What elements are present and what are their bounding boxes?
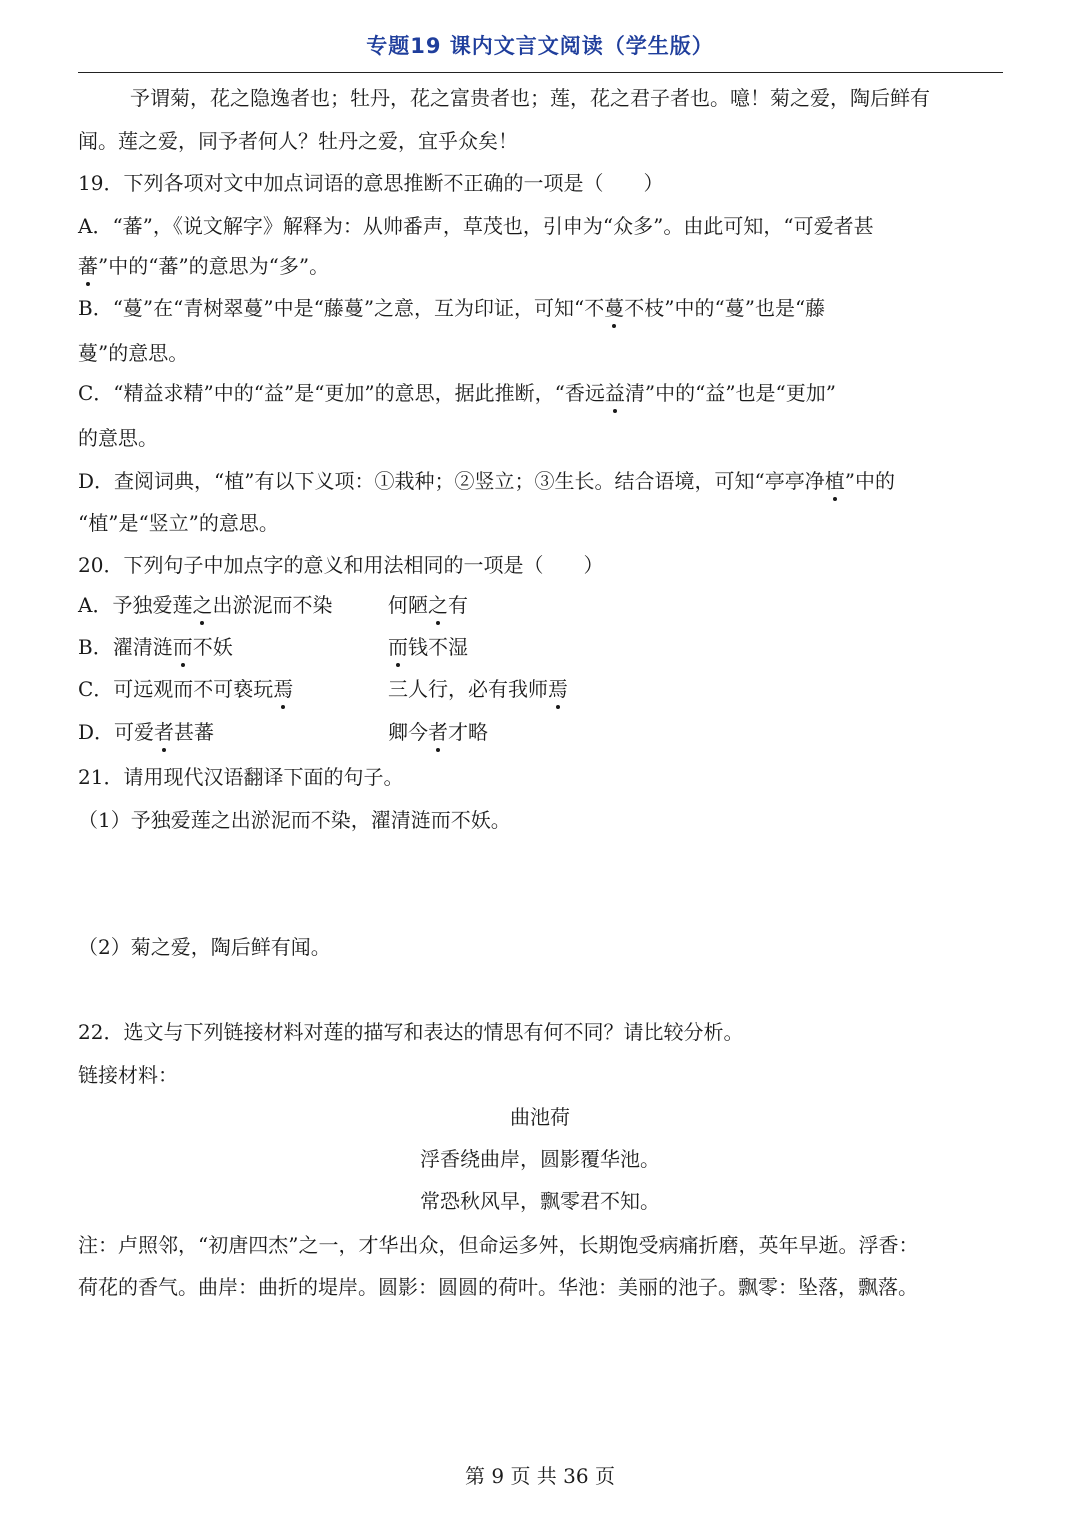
question-20-stem: 20．下列句子中加点字的意义和用法相同的一项是（ ） — [78, 553, 604, 577]
header-divider — [78, 72, 1003, 73]
question-22-stem: 22．选文与下列链接材料对莲的描写和表达的情思有何不同？请比较分析。 — [78, 1020, 744, 1044]
q19-option-d-line-2: “植”是“竖立”的意思。 — [78, 511, 279, 535]
emphasized-char: 植 — [824, 469, 845, 493]
note-line-1: 注：卢照邻，“初唐四杰”之一，才华出众，但命运多舛，长期饱受病痛折磨，英年早逝。浮香： — [78, 1233, 919, 1257]
poem-line-1: 浮香绕曲岸，圆影覆华池。 — [420, 1147, 660, 1171]
q21-sentence-2: （2）菊之爱，陶后鲜有闻。 — [78, 935, 331, 959]
q19-option-b-line-1: B．“蔓”在“青树翠蔓”中是“藤蔓”之意，互为印证，可知“不蔓不枝”中的“蔓”也是“藤 — [78, 296, 826, 320]
q19-option-b-line-2: 蔓”的意思。 — [78, 341, 189, 365]
q19-option-d-line-1: D．查阅词典，“植”有以下义项：①栽种；②竖立；③生长。结合语境，可知“亭亭净植”中的 — [78, 469, 895, 493]
page-number: 第 9 页 共 36 页 — [465, 1464, 615, 1488]
emphasized-char: 者 — [154, 720, 175, 744]
q20-option-a-left: A．予独爱莲之出淤泥而不染 — [78, 593, 333, 617]
q19-option-a-line-2: 蕃”中的“蕃”的意思为“多”。 — [78, 254, 330, 278]
q19-option-c-line-2: 的意思。 — [78, 426, 158, 450]
emphasized-char: 之 — [192, 593, 213, 617]
page-header-title: 专题19 课内文言文阅读（学生版） — [366, 34, 714, 58]
passage-line-1: 予谓菊，花之隐逸者也；牡丹，花之富贵者也；莲，花之君子者也。噫！菊之爱，陶后鲜有 — [130, 86, 930, 110]
q19-option-c-line-1: C．“精益求精”中的“益”是“更加”的意思，据此推断，“香远益清”中的“益”也是“更加” — [78, 381, 836, 405]
emphasized-char: 蕃 — [78, 254, 98, 278]
emphasized-char: 益 — [604, 381, 625, 405]
question-19-stem: 19．下列各项对文中加点词语的意思推断不正确的一项是（ ） — [78, 171, 664, 195]
emphasized-char: 蔓 — [604, 296, 625, 320]
q20-option-b-right: 而钱不湿 — [388, 635, 468, 659]
q20-option-b-left: B．濯清涟而不妖 — [78, 635, 233, 659]
question-21-stem: 21．请用现代汉语翻译下面的句子。 — [78, 765, 404, 789]
q19-option-a-line-1: A．“蕃”，《说文解字》解释为：从帅番声，草茂也，引申为“众多”。由此可知，“可爱者甚 — [78, 214, 874, 238]
poem-title: 曲池荷 — [510, 1105, 570, 1129]
emphasized-char: 而 — [172, 635, 193, 659]
q20-option-c-right: 三人行，必有我师焉 — [388, 677, 568, 701]
q20-option-c-left: C．可远观而不可亵玩焉 — [78, 677, 294, 701]
emphasized-char: 焉 — [548, 677, 568, 701]
emphasized-char: 之 — [428, 593, 448, 617]
emphasized-char: 者 — [428, 720, 448, 744]
poem-line-2: 常恐秋风早，飘零君不知。 — [420, 1189, 660, 1213]
link-material-label: 链接材料： — [78, 1063, 178, 1087]
emphasized-char: 而 — [388, 635, 408, 659]
note-line-2: 荷花的香气。曲岸：曲折的堤岸。圆影：圆圆的荷叶。华池：美丽的池子。飘零：坠落，飘落。 — [78, 1275, 918, 1299]
q20-option-d-left: D．可爱者甚蕃 — [78, 720, 215, 744]
q20-option-a-right: 何陋之有 — [388, 593, 468, 617]
q20-option-d-right: 卿今者才略 — [388, 720, 488, 744]
passage-line-2: 闻。莲之爱，同予者何人？牡丹之爱，宜乎众矣！ — [78, 129, 518, 153]
emphasized-char: 焉 — [273, 677, 294, 701]
q21-sentence-1: （1）予独爱莲之出淤泥而不染，濯清涟而不妖。 — [78, 808, 511, 832]
